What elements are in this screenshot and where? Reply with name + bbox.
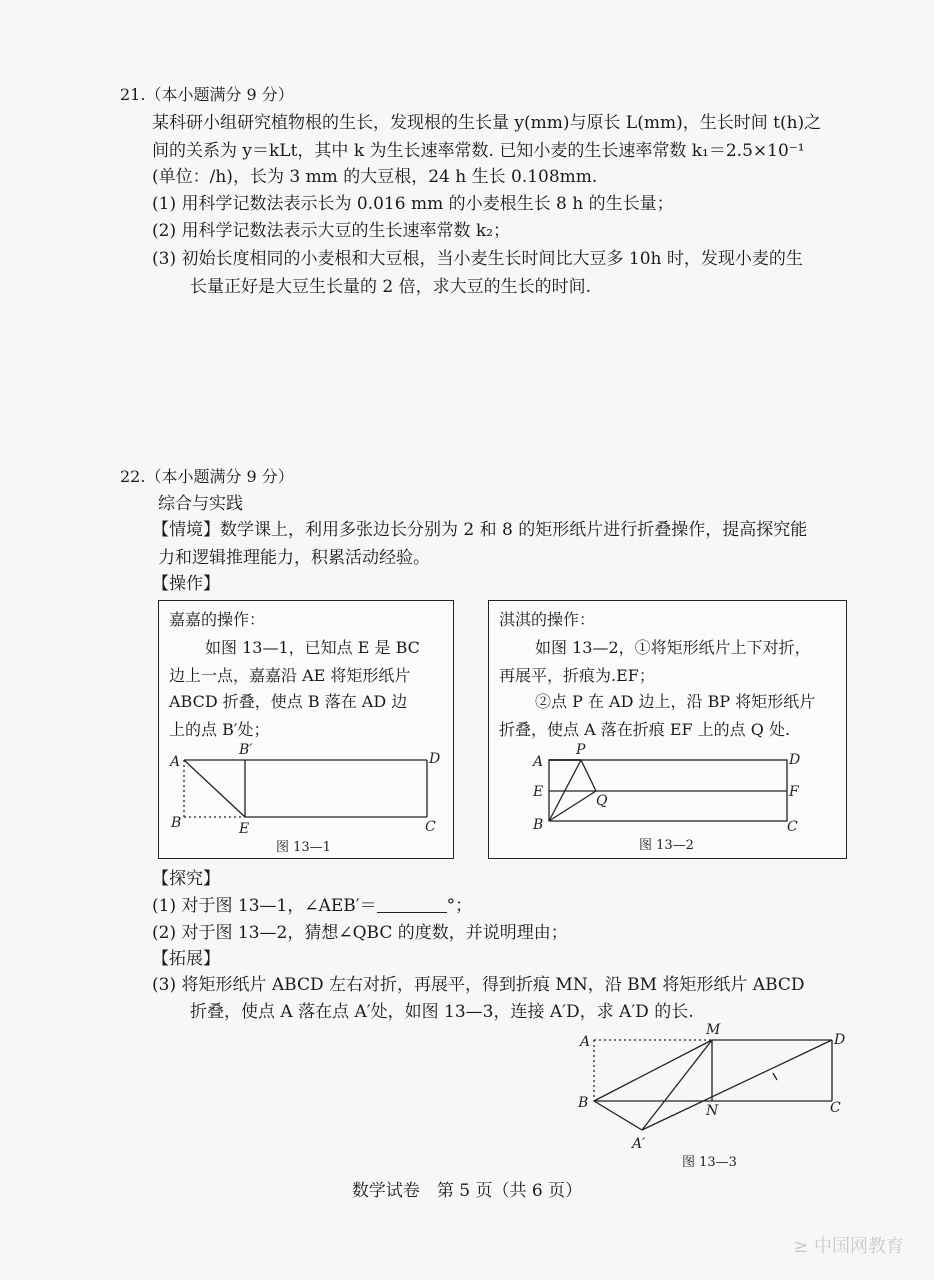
figure-13-2 — [489, 601, 846, 858]
fig3-label-M: M — [706, 1022, 721, 1038]
fig1-label-A: A — [170, 754, 181, 770]
q21-header: 21.（本小题满分 9 分） — [120, 85, 294, 104]
fig2-label-C: C — [787, 819, 798, 835]
q21-intro-line2: 间的关系为 y＝kLt，其中 k 为生长速率常数. 已知小麦的生长速率常数 k₁＝2.5×10⁻¹ — [152, 141, 805, 161]
fig2-label-F: F — [789, 784, 799, 800]
fig1-label-C: C — [425, 819, 436, 835]
fig1-label-E: E — [239, 821, 250, 837]
extend-label: 【拓展】 — [152, 949, 220, 969]
figure-13-3 — [570, 1022, 860, 1172]
fig3-label-C: C — [830, 1100, 841, 1116]
fig3-label-B: B — [578, 1095, 589, 1111]
operation-box-qiqi — [488, 600, 847, 859]
fig3-label-A: A — [580, 1034, 591, 1050]
operation-box-jiajia — [158, 600, 454, 859]
box1-title: 嘉嘉的操作： — [169, 610, 266, 629]
fig3-caption: 图 13—3 — [682, 1155, 737, 1170]
q22-header: 22.（本小题满分 9 分） — [120, 467, 294, 486]
page-footer: 数学试卷 第 5 页（共 6 页） — [351, 1181, 583, 1201]
box2-line3: ②点 P 在 AD 边上，沿 BP 将矩形纸片 — [535, 692, 816, 711]
figure-13-1 — [159, 601, 453, 858]
box1-line2: 边上一点，嘉嘉沿 AE 将矩形纸片 — [169, 666, 411, 685]
fig3-label-Aprime: A′ — [632, 1136, 646, 1152]
fig2-label-P: P — [576, 742, 586, 758]
fig2-label-D: D — [789, 752, 801, 768]
q21-part2: (2) 用科学记数法表示大豆的生长速率常数 k₂； — [152, 221, 511, 241]
q22-context-line1: 【情境】数学课上，利用多张边长分别为 2 和 8 的矩形纸片进行折叠操作，提高探究能 — [152, 520, 808, 540]
fig2-label-B: B — [533, 817, 544, 833]
explore-part2: (2) 对于图 13—2，猜想∠QBC 的度数，并说明理由； — [152, 923, 568, 943]
watermark: ≥ 中国网教育 — [793, 1236, 904, 1257]
fig1-label-D: D — [429, 751, 441, 767]
box1-line1: 如图 13—1，已知点 E 是 BC — [205, 638, 420, 657]
q21-part3-line1: (3) 初始长度相同的小麦根和大豆根，当小麦生长时间比大豆多 10h 时，发现小麦的生 — [152, 249, 803, 269]
q21-intro-line1: 某科研小组研究植物根的生长，发现根的生长量 y(mm)与原长 L(mm)，生长时间 t(h)之 — [152, 113, 822, 133]
answer-blank[interactable] — [377, 896, 447, 913]
q21-part1: (1) 用科学记数法表示长为 0.016 mm 的小麦根生长 8 h 的生长量； — [152, 194, 674, 214]
fig1-caption: 图 13—1 — [276, 840, 331, 855]
extend-part3-line1: (3) 将矩形纸片 ABCD 左右对折，再展平，得到折痕 MN，沿 BM 将矩形纸片 ABCD — [152, 975, 805, 995]
q22-subtitle: 综合与实践 — [158, 494, 243, 514]
fig2-label-E: E — [533, 784, 544, 800]
box1-line3: ABCD 折叠，使点 B 落在 AD 边 — [169, 692, 408, 711]
q21-intro-line3: (单位：/h)，长为 3 mm 的大豆根，24 h 生长 0.108mm. — [152, 167, 598, 187]
fig3-label-D: D — [834, 1032, 846, 1048]
box2-line2: 再展平，折痕为.EF； — [499, 666, 655, 685]
box2-title: 淇淇的操作： — [499, 610, 596, 629]
box2-line1: 如图 13—2，①将矩形纸片上下对折， — [535, 638, 811, 657]
box1-line4: 上的点 B′处； — [169, 720, 270, 739]
extend-part3-line2: 折叠，使点 A 落在点 A′处，如图 13—3，连接 A′D，求 A′D 的长. — [190, 1002, 694, 1022]
q21-part3-line2: 长量正好是大豆生长量的 2 倍，求大豆的生长的时间. — [190, 277, 592, 297]
fig3-label-N: N — [706, 1103, 719, 1119]
fig1-label-Bprime: B′ — [239, 742, 253, 758]
explore-part1 — [152, 893, 472, 919]
fig2-caption: 图 13—2 — [639, 838, 694, 853]
q22-context-line2: 力和逻辑推理能力，积累活动经验。 — [158, 548, 430, 568]
fig2-label-A: A — [533, 754, 544, 770]
explore-label: 【探究】 — [152, 869, 220, 889]
q22-operation-label: 【操作】 — [152, 574, 220, 594]
box2-line4: 折叠，使点 A 落在折痕 EF 上的点 Q 处. — [499, 720, 791, 739]
explore-part1-degree: °； — [446, 896, 473, 916]
fig1-label-B: B — [171, 815, 182, 831]
explore-part1-text: (1) 对于图 13—1，∠AEB′＝ — [152, 896, 377, 916]
fig2-label-Q: Q — [596, 793, 608, 809]
